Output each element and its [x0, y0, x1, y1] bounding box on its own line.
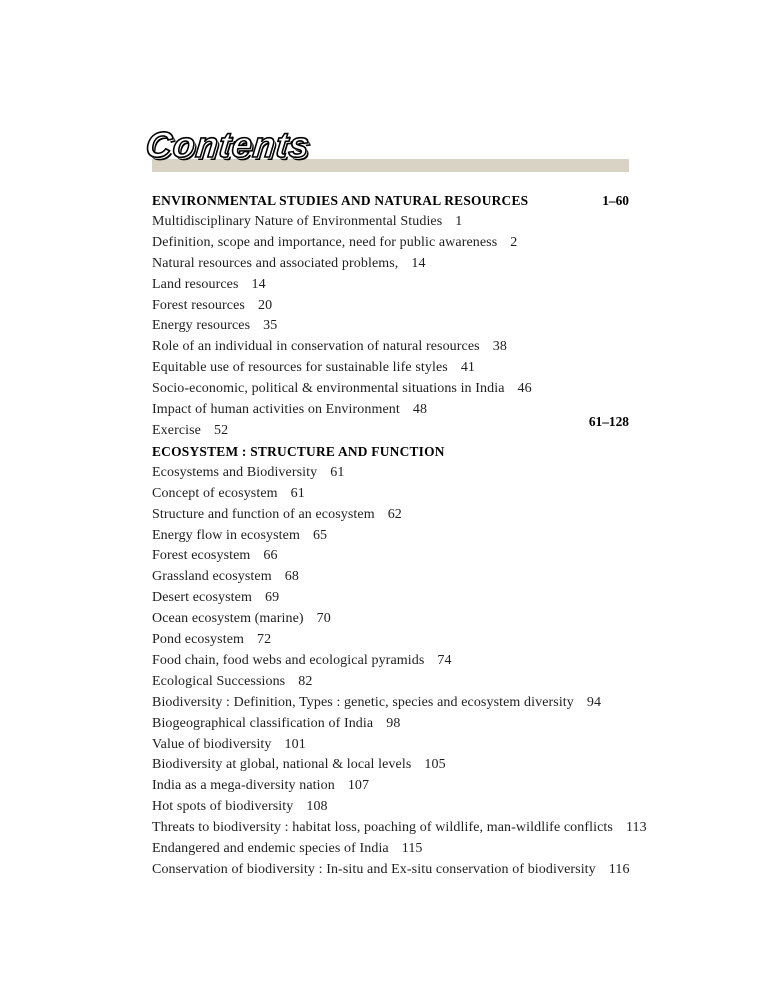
toc-entry [152, 233, 629, 254]
entry-page-number: 94 [586, 694, 602, 710]
entry-label: Equitable use of resources for sustainable life styles [152, 360, 448, 376]
entry-label: Ocean ecosystem (marine) [152, 611, 304, 627]
section-page-range: 1–60 [602, 193, 629, 208]
entry-page-number: 108 [306, 799, 328, 815]
toc-entry [152, 316, 629, 337]
entry-label: Land resources [152, 276, 239, 292]
entry-label: Forest ecosystem [152, 548, 251, 564]
toc-entry [152, 505, 629, 526]
entry-label: Natural resources and associated problems, [152, 255, 399, 271]
entry-page-number: 46 [517, 381, 532, 397]
toc-entry [152, 546, 629, 567]
entry-label: Forest resources [152, 297, 245, 313]
entry-label: Exercise [152, 422, 201, 438]
entry-label: Pond ecosystem [152, 632, 245, 648]
toc-entry [152, 567, 629, 588]
entry-page-number: 38 [492, 339, 507, 355]
toc-section [152, 191, 629, 442]
entry-page-number: 72 [257, 632, 272, 648]
toc-entry [152, 400, 629, 421]
entry-label: Endangered and endemic species of India [152, 841, 389, 857]
entry-label: Ecological Successions [152, 673, 286, 689]
entry-page-number: 69 [264, 590, 280, 606]
toc-entry [152, 860, 629, 881]
toc-entry [152, 588, 629, 609]
entry-page-number: 65 [312, 527, 328, 543]
section-heading-row [152, 191, 629, 212]
entry-page-number: 116 [608, 862, 630, 877]
section-page-range: 61–128 [588, 413, 629, 429]
entry-label: Hot spots of biodiversity [152, 799, 294, 815]
entry-page-number: 74 [437, 652, 452, 668]
entry-label: Grassland ecosystem [152, 569, 272, 585]
entry-label: Multidisciplinary Nature of Environmental Studies [152, 213, 443, 229]
toc-entry [152, 526, 629, 547]
entry-label: Energy flow in ecosystem [152, 527, 300, 543]
toc-entry [152, 337, 629, 358]
toc-entry [152, 776, 629, 797]
entry-page-number: 41 [460, 360, 476, 376]
entry-page-number: 52 [214, 422, 229, 438]
toc-entry [152, 839, 629, 860]
page-title: Contents [143, 124, 313, 165]
section-heading: ENVIRONMENTAL STUDIES AND NATURAL RESOURCES [152, 193, 529, 208]
entry-label: Conservation of biodiversity : In-situ and Ex-situ conservation of biodiversity [152, 862, 596, 877]
entry-label: Definition, scope and importance, need for public awareness [152, 234, 498, 250]
toc-entry [152, 379, 629, 400]
entry-page-number: 14 [251, 276, 266, 292]
entry-page-number: 14 [411, 255, 426, 271]
toc-entry [152, 358, 629, 379]
entry-page-number: 68 [284, 569, 299, 585]
entry-page-number: 70 [316, 611, 331, 627]
toc-entry [152, 693, 629, 714]
entry-page-number: 61 [290, 485, 305, 501]
entry-label: India as a mega-diversity nation [152, 778, 335, 794]
entry-label: Role of an individual in conservation of natural resources [152, 339, 480, 355]
toc-entry [152, 484, 629, 505]
entry-page-number: 113 [625, 820, 647, 836]
entry-label: Food chain, food webs and ecological pyramids [152, 652, 425, 668]
entry-page-number: 20 [257, 297, 273, 313]
toc-entry [152, 672, 629, 693]
entry-label: Structure and function of an ecosystem [152, 506, 375, 522]
entry-page-number: 82 [298, 673, 313, 689]
entry-page-number: 1 [455, 213, 463, 229]
toc-entry [152, 818, 647, 839]
entry-page-number: 101 [284, 736, 306, 752]
toc-entry [152, 421, 629, 442]
entry-page-number: 66 [263, 548, 278, 564]
section-entries [152, 463, 647, 881]
toc-entry [152, 212, 629, 233]
toc-entry [152, 714, 629, 735]
entry-page-number: 105 [424, 757, 446, 773]
toc-entry [152, 275, 629, 296]
toc-entry [152, 651, 629, 672]
entry-page-number: 107 [347, 778, 370, 794]
toc-entry [152, 296, 629, 317]
entry-label: Energy resources [152, 318, 251, 334]
entry-label: Biogeographical classification of India [152, 715, 374, 731]
entry-label: Concept of ecosystem [152, 485, 278, 501]
entry-label: Socio-economic, political & environmental situations in India [152, 381, 505, 397]
entry-page-number: 2 [510, 234, 518, 250]
entry-label: Desert ecosystem [152, 590, 252, 606]
entry-page-number: 35 [263, 318, 278, 334]
entry-label: Biodiversity at global, national & local levels [152, 757, 412, 773]
section-heading: ECOSYSTEM : STRUCTURE AND FUNCTION [152, 443, 445, 459]
entry-label: Value of biodiversity [152, 736, 272, 752]
entry-page-number: 48 [412, 402, 428, 418]
entry-label: Ecosystems and Biodiversity [152, 464, 318, 480]
entry-page-number: 61 [330, 464, 345, 480]
table-of-contents [152, 191, 647, 881]
toc-entry [152, 630, 629, 651]
entry-label: Biodiversity : Definition, Types : genetic, species and ecosystem diversity [152, 694, 574, 710]
toc-entry [152, 797, 629, 818]
toc-entry [152, 463, 629, 484]
toc-entry [152, 755, 629, 776]
entry-page-number: 98 [386, 715, 401, 731]
entry-label: Threats to biodiversity : habitat loss, poaching of wildlife, man-wildlife conflicts [152, 820, 613, 836]
toc-entry [152, 254, 629, 275]
entry-label: Impact of human activities on Environment [152, 402, 400, 418]
toc-entry [152, 735, 629, 756]
section-entries [152, 212, 629, 442]
entry-page-number: 62 [387, 506, 402, 522]
entry-page-number: 115 [401, 841, 423, 857]
toc-entry [152, 609, 629, 630]
